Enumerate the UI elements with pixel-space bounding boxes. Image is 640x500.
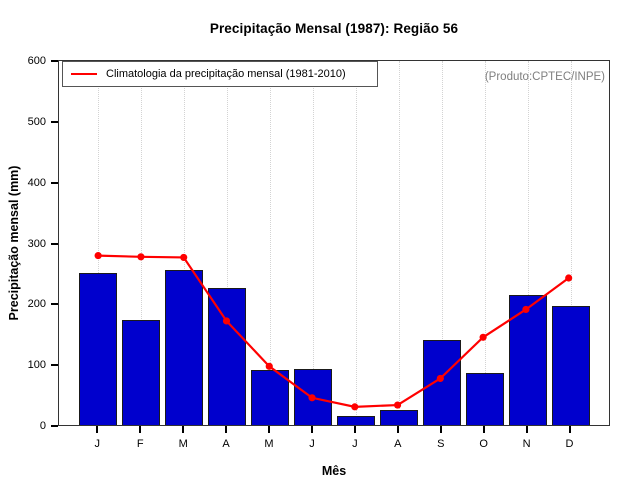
climatology-point-4: [223, 317, 230, 324]
climatology-point-6: [308, 394, 315, 401]
chart-title: Precipitação Mensal (1987): Região 56: [209, 21, 459, 36]
climatology-point-12: [565, 274, 572, 281]
y-tick: [51, 364, 58, 366]
y-tick: [51, 121, 58, 123]
y-tick-label: 600: [27, 55, 46, 67]
y-tick: [51, 303, 58, 305]
climatology-point-9: [437, 375, 444, 382]
y-tick-label: 200: [27, 298, 46, 311]
x-tick-label: F: [136, 438, 144, 450]
x-tick-label: D: [565, 438, 574, 450]
x-axis-title: Mês: [321, 464, 347, 478]
x-tick: [182, 426, 184, 433]
climatology-point-3: [180, 254, 187, 261]
y-tick-label: 500: [27, 115, 46, 128]
climatology-point-2: [137, 253, 144, 260]
x-tick-label: J: [309, 438, 315, 450]
x-tick: [526, 426, 528, 433]
x-tick: [440, 426, 442, 433]
x-tick-label: J: [352, 438, 358, 450]
x-tick-label: M: [178, 438, 188, 450]
x-tick-label: J: [94, 438, 101, 450]
climatology-line: [98, 256, 569, 407]
x-tick-label: A: [222, 438, 230, 450]
y-tick-label: 400: [27, 176, 46, 189]
x-tick: [225, 426, 227, 433]
y-tick: [51, 60, 58, 62]
watermark-text: (Produto:CPTEC/INPE): [484, 71, 605, 83]
y-tick: [51, 425, 58, 427]
climatology-point-10: [480, 334, 487, 341]
y-axis-title: Precipitação mensal (mm): [7, 165, 21, 321]
x-tick: [354, 426, 356, 433]
climatology-point-11: [522, 306, 529, 313]
y-tick: [51, 243, 58, 245]
climatology-point-1: [95, 252, 102, 259]
legend-label: Climatologia da precipitação mensal (1981-2010): [106, 68, 346, 80]
x-tick: [96, 426, 98, 433]
x-tick: [483, 426, 485, 433]
climatology-point-5: [266, 363, 273, 370]
x-tick: [311, 426, 313, 433]
y-tick-label: 300: [27, 237, 46, 250]
x-tick: [139, 426, 141, 433]
plot-area: [58, 60, 610, 426]
y-tick-label: 100: [27, 359, 46, 372]
legend-line-sample: [71, 73, 97, 75]
x-tick: [569, 426, 571, 433]
x-tick-label: M: [264, 438, 274, 450]
x-tick-label: A: [394, 438, 402, 450]
y-tick: [51, 182, 58, 184]
x-tick: [397, 426, 399, 433]
x-tick: [268, 426, 270, 433]
x-tick-label: O: [479, 438, 488, 450]
climatology-point-8: [394, 401, 401, 408]
x-tick-label: S: [437, 438, 445, 450]
legend: [62, 61, 378, 87]
y-tick-label: 0: [39, 420, 46, 432]
x-tick-label: N: [522, 438, 531, 450]
climatology-line-layer: [59, 61, 609, 425]
climatology-point-7: [351, 403, 358, 410]
